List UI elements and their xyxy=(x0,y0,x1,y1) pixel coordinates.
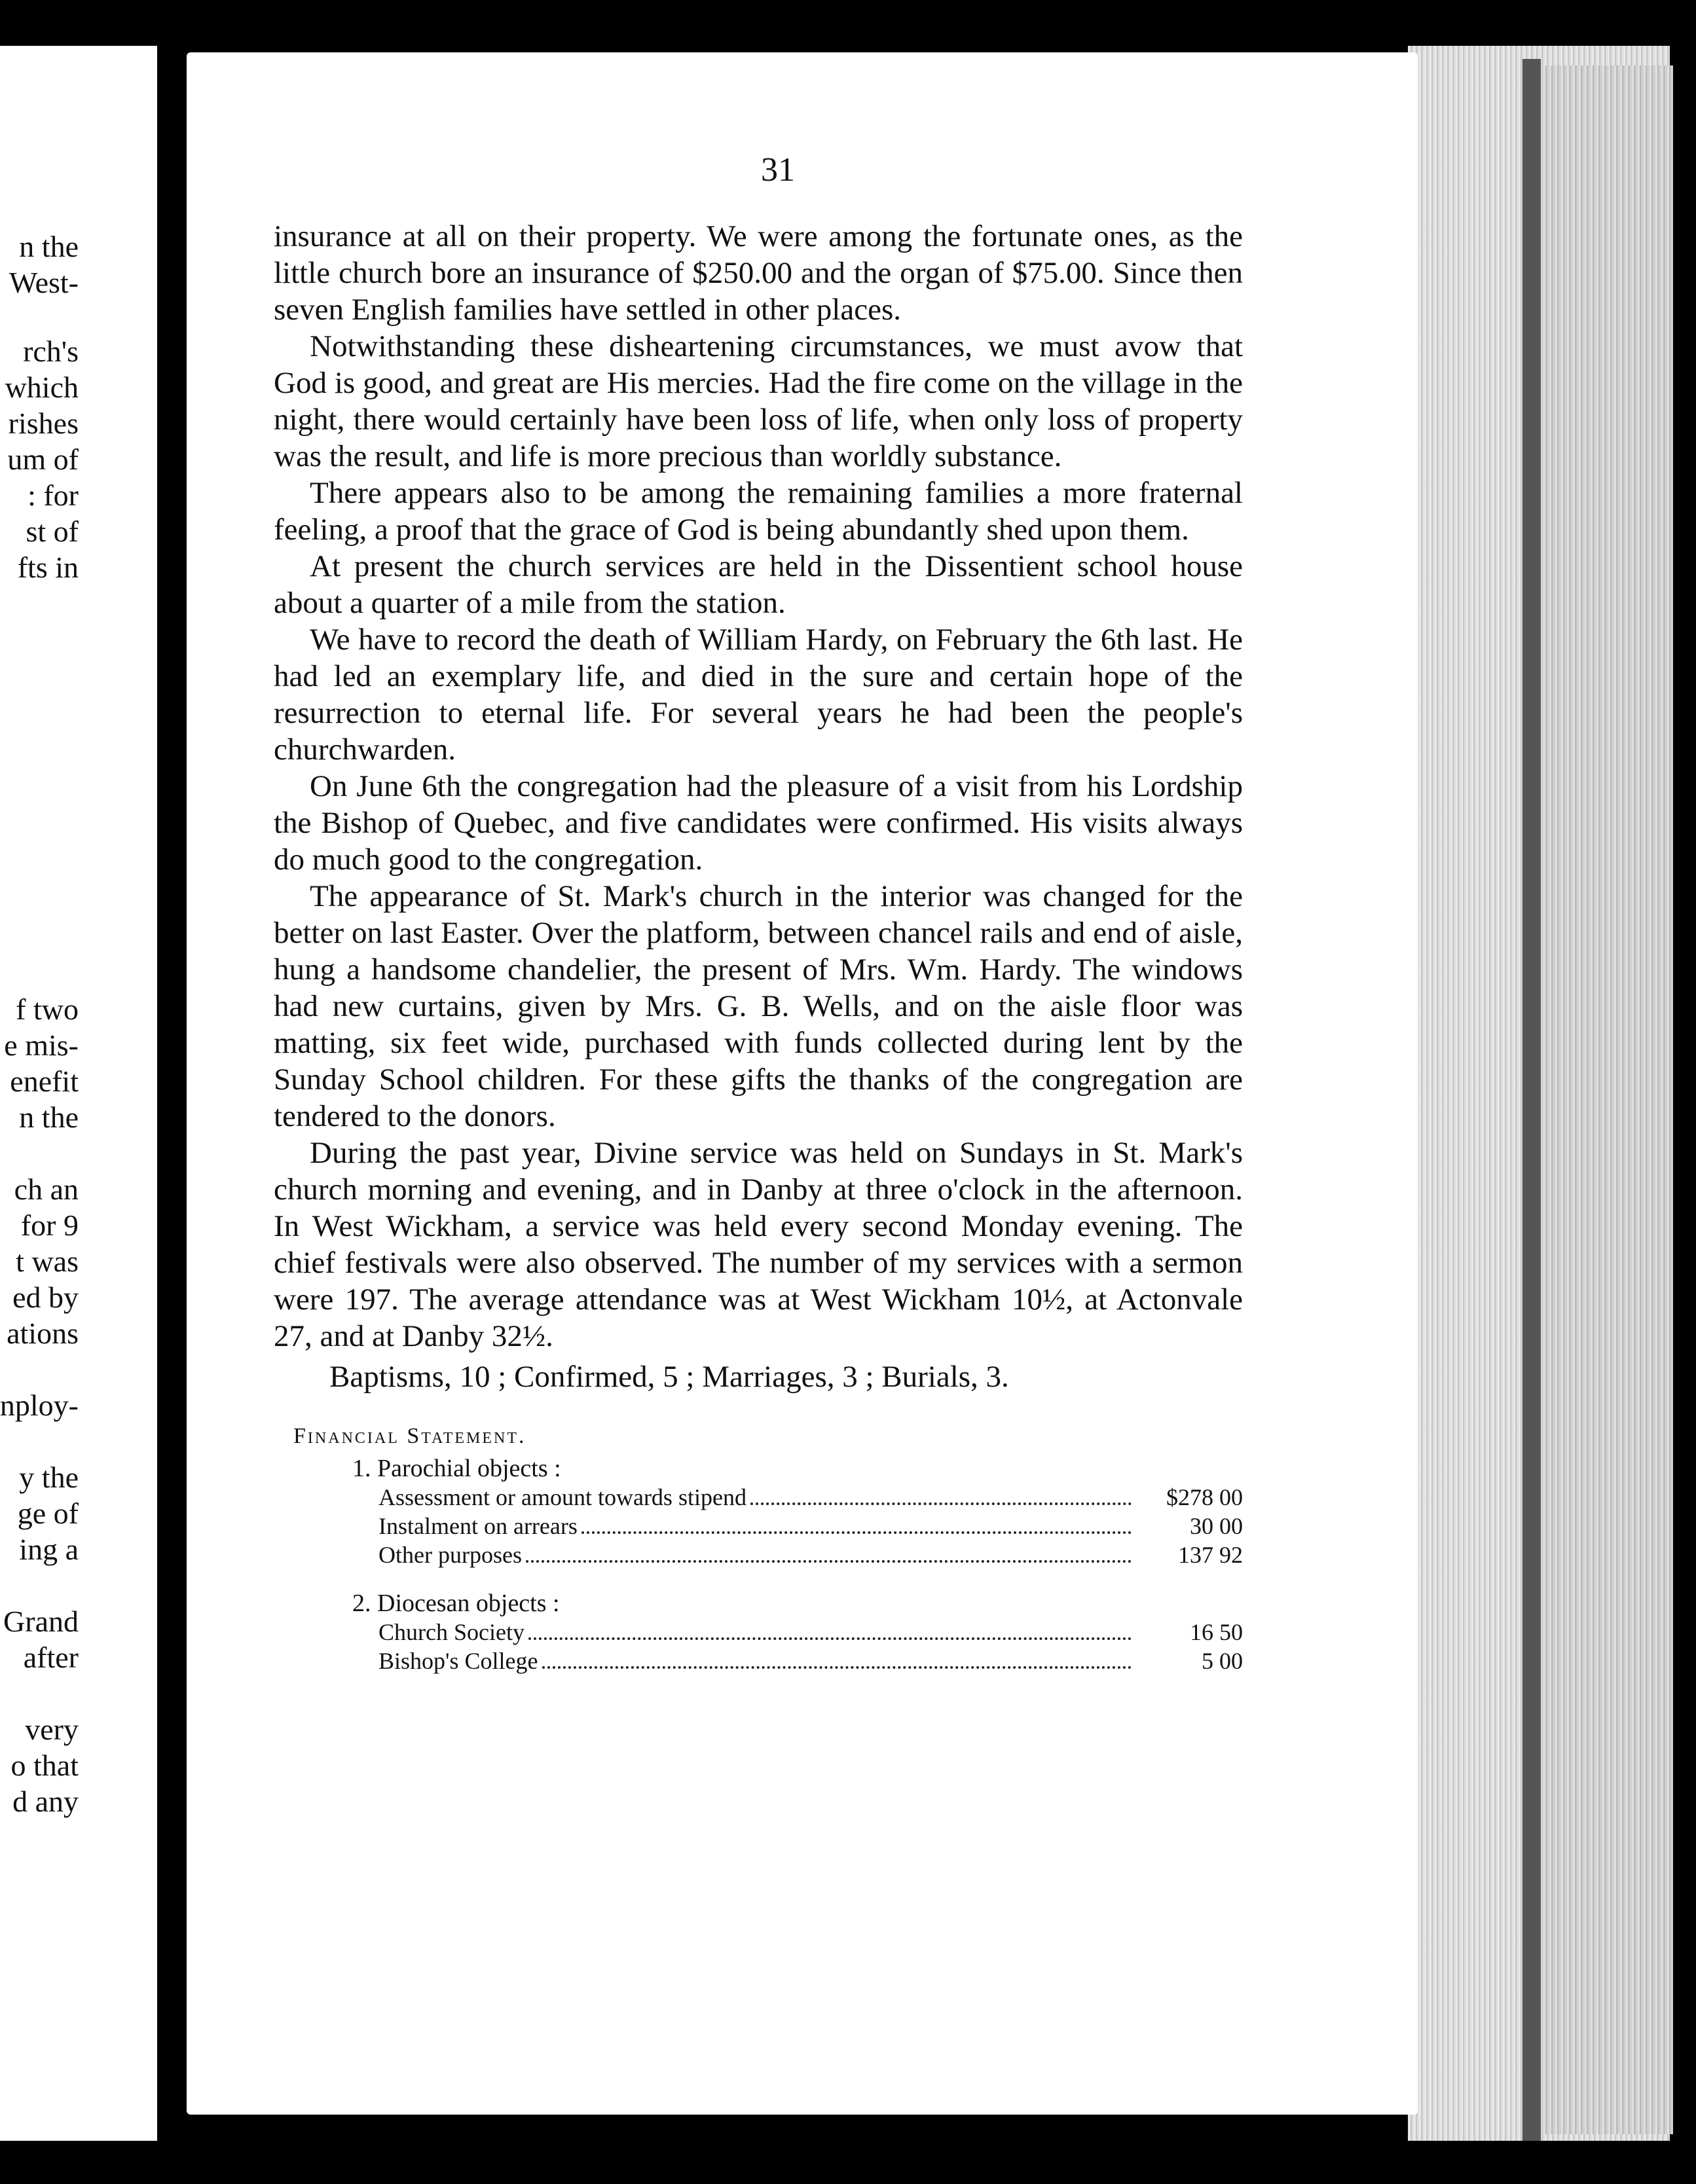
dot-leader xyxy=(542,1666,1132,1669)
dot-leader xyxy=(526,1560,1132,1563)
adjacent-page-fragment: rishes xyxy=(8,407,79,440)
page-number: 31 xyxy=(761,151,795,189)
paragraph: On June 6th the congregation had the pleasure of a visit from his Lordship the Bishop of Quebec, and five candidates were confirmed. His visits always do much good to the congregation. xyxy=(274,769,1243,877)
ledger-section-title: 2. Diocesan objects : xyxy=(352,1590,560,1617)
adjacent-page-fragment: which xyxy=(5,371,79,404)
dot-leader xyxy=(528,1637,1132,1640)
adjacent-page-fragment: um of xyxy=(7,443,79,476)
adjacent-page-fragment: for 9 xyxy=(20,1209,79,1242)
adjacent-page-fragment: n the xyxy=(19,1101,79,1134)
page-edges-outer xyxy=(1542,65,1673,2134)
adjacent-page-fragment: West- xyxy=(9,266,79,299)
adjacent-page-fragment: nploy- xyxy=(0,1389,79,1422)
adjacent-page-fragment: n the xyxy=(19,230,79,263)
ledger-amount: 30 00 xyxy=(1190,1513,1243,1539)
paragraph: We have to record the death of William Hardy, on February the 6th last. He had led an exemplary life, and died in the sure and certain hope of the resurrection to eternal life. For several years he had been the people's churchwarden. xyxy=(274,623,1243,767)
adjacent-page-fragment: very xyxy=(25,1713,79,1746)
book-gutter xyxy=(157,0,183,2184)
ledger-amount: 16 50 xyxy=(1190,1619,1243,1645)
ledger-label: Bishop's College xyxy=(378,1648,538,1674)
adjacent-page-fragment: ations xyxy=(7,1317,79,1350)
paragraph: At present the church services are held in the Dissentient school house about a quarter of a mile from the station. xyxy=(274,549,1243,620)
adjacent-page-fragment: o that xyxy=(10,1749,79,1782)
adjacent-page-fragment: f two xyxy=(16,992,79,1026)
adjacent-page xyxy=(0,46,157,2141)
ledger-amount: $278 00 xyxy=(1166,1484,1243,1510)
ledger-row xyxy=(378,1512,1243,1540)
adjacent-page-fragment: after xyxy=(23,1641,79,1674)
adjacent-page-fragment: rch's xyxy=(23,335,79,368)
ledger-section-title: 1. Parochial objects : xyxy=(352,1455,561,1482)
dot-leader xyxy=(581,1531,1132,1534)
financial-statement-heading: Financial Statement. xyxy=(293,1424,526,1448)
ledger-amount: 137 92 xyxy=(1178,1542,1243,1568)
adjacent-page-fragment: enefit xyxy=(10,1065,79,1098)
ledger-label: Church Society xyxy=(378,1619,525,1645)
paragraph: There appears also to be among the remaining families a more fraternal feeling, a proof that the grace of God is being abundantly shed upon them. xyxy=(274,476,1243,547)
adjacent-page-fragment: st of xyxy=(26,515,79,548)
paragraph: During the past year, Divine service was held on Sundays in St. Mark's church morning and evening, and in Danby at three o'clock in the afternoon. In West Wickham, a service was held every second Monday evening. The chief festivals were also observed. The number of my services with a sermon were 197. The average attendance was at West Wickham 10½, at Actonvale 27, and at Danby 32½. xyxy=(274,1136,1243,1353)
dot-leader xyxy=(750,1502,1132,1505)
adjacent-page-fragment: d any xyxy=(12,1785,79,1818)
ledger-row xyxy=(378,1483,1243,1512)
adjacent-page-fragment: : for xyxy=(28,479,79,512)
ledger-amount: 5 00 xyxy=(1202,1648,1243,1674)
adjacent-page-fragment: e mis- xyxy=(4,1028,79,1062)
adjacent-page-fragment: ch an xyxy=(14,1173,79,1206)
ledger-label: Assessment or amount towards stipend xyxy=(378,1484,747,1510)
ledger-row xyxy=(378,1540,1243,1569)
adjacent-page-fragment: t was xyxy=(16,1245,79,1278)
adjacent-page-fragment: y the xyxy=(19,1461,79,1494)
adjacent-page-fragment: ed by xyxy=(12,1281,79,1314)
ledger-row xyxy=(378,1618,1243,1647)
ledger-row xyxy=(378,1647,1243,1675)
adjacent-page-fragment: Grand xyxy=(3,1605,79,1638)
adjacent-page-fragment: ing a xyxy=(19,1533,79,1566)
ledger-label: Other purposes xyxy=(378,1542,522,1568)
ledger-label: Instalment on arrears xyxy=(378,1513,578,1539)
paragraph: Notwithstanding these disheartening circumstances, we must avow that God is good, and great are His mercies. Had the fire come on the village in the night, there would certainly have been loss of life, when only loss of property was the result, and life is more precious than worldly substance. xyxy=(274,329,1243,473)
paragraph: insurance at all on their property. We were among the fortunate ones, as the little church bore an insurance of $250.00 and the organ of $75.00. Since then seven English families have settled in other places. xyxy=(274,219,1243,327)
paragraph: The appearance of St. Mark's church in the interior was changed for the better on last Easter. Over the platform, between chancel rails and end of aisle, hung a handsome chandelier, the present of Mrs. Wm. Hardy. The windows had new curtains, given by Mrs. G. B. Wells, and on the aisle floor was matting, six feet wide, purchased with funds collected during lent by the Sunday School children. For these gifts the thanks of the congregation are tendered to the donors. xyxy=(274,879,1243,1133)
adjacent-page-fragment: ge of xyxy=(17,1497,79,1530)
page-content xyxy=(274,151,1243,1675)
adjacent-page-fragment: fts in xyxy=(17,551,79,584)
page-edges-shadow xyxy=(1522,59,1541,2141)
parish-register-counts: Baptisms, 10 ; Confirmed, 5 ; Marriages, 3 ; Burials, 3. xyxy=(329,1360,1009,1394)
